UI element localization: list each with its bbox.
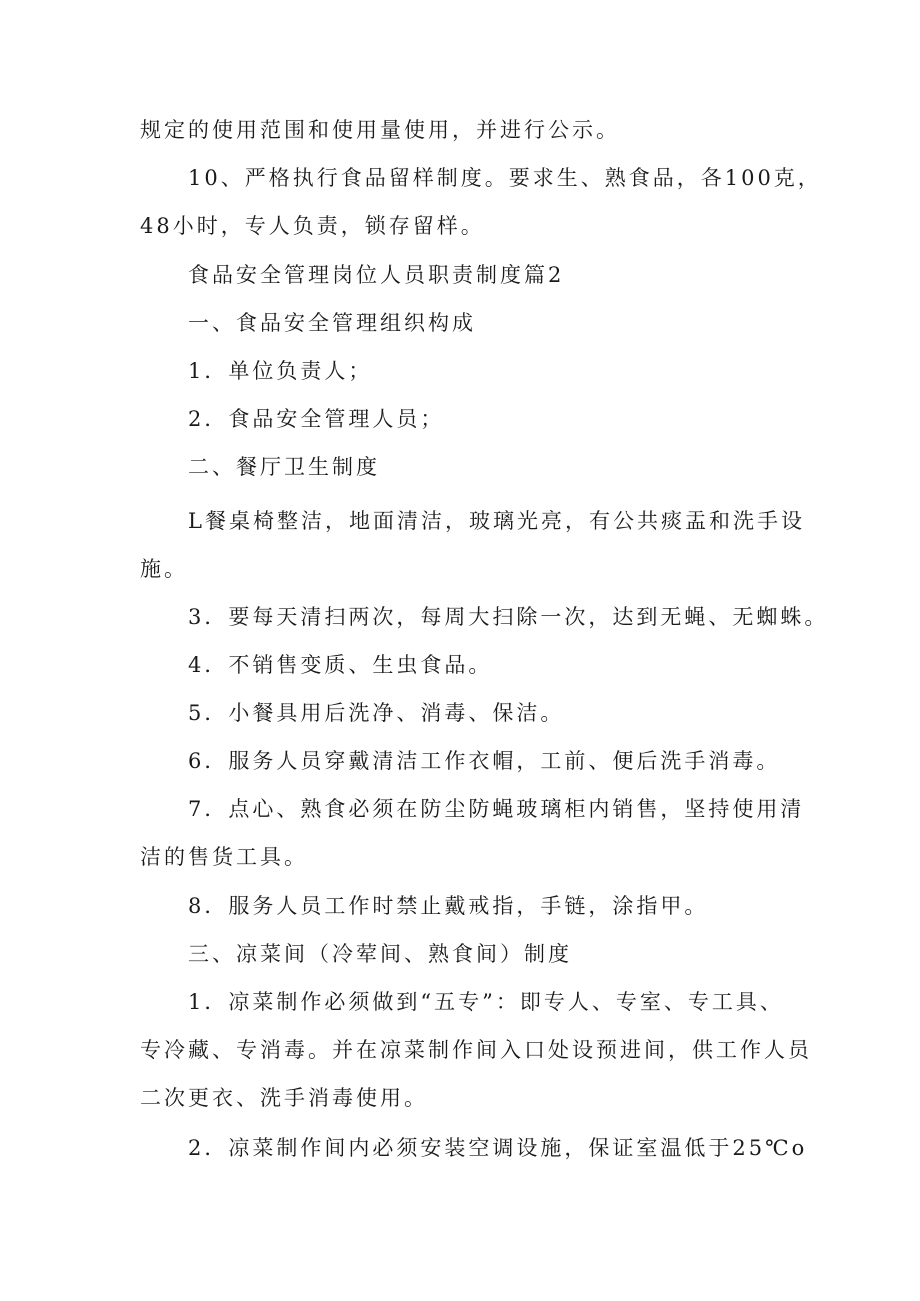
- list-item: 8．服务人员工作时禁止戴戒指，手链，涂指甲。: [188, 894, 709, 918]
- text-line: 二次更衣、洗手消毒使用。: [140, 1086, 428, 1110]
- list-item: 2．食品安全管理人员；: [188, 407, 445, 431]
- text-line: 施。: [140, 557, 188, 581]
- list-item: 2．凉菜制作间内必须安装空调设施，保证室温低于25℃o: [188, 1136, 808, 1160]
- list-item: 1．单位负责人；: [188, 359, 373, 383]
- list-item: 3．要每天清扫两次，每周大扫除一次，达到无蝇、无蜘蛛。: [188, 605, 829, 629]
- list-item: 4．不销售变质、生虫食品。: [188, 653, 493, 677]
- text-line: 专冷藏、专消毒。并在凉菜制作间入口处设预进间，供工作人员: [140, 1038, 812, 1062]
- section-heading: 一、食品安全管理组织构成: [188, 311, 476, 335]
- text-line: 规定的使用范围和使用量使用，并进行公示。: [140, 118, 620, 142]
- list-item: 5．小餐具用后洗净、消毒、保洁。: [188, 701, 565, 725]
- list-item: 1．凉菜制作必须做到“五专”：即专人、专室、专工具、: [188, 990, 784, 1014]
- text-line: 10、严格执行食品留样制度。要求生、熟食品，各100克，: [188, 166, 822, 190]
- section-title: 食品安全管理岗位人员职责制度篇2: [188, 263, 565, 287]
- text-line: 洁的售货工具。: [140, 845, 308, 869]
- list-item: L餐桌椅整洁，地面清洁，玻璃光亮，有公共痰盂和洗手设: [188, 509, 805, 533]
- list-item: 7．点心、熟食必须在防尘防蝇玻璃柜内销售，坚持使用清: [188, 797, 805, 821]
- section-heading: 三、凉菜间（冷荤间、熟食间）制度: [188, 942, 572, 966]
- section-heading: 二、餐厅卫生制度: [188, 455, 380, 479]
- text-line: 48小时，专人负责，锁存留样。: [140, 214, 485, 238]
- list-item: 6．服务人员穿戴清洁工作衣帽，工前、便后洗手消毒。: [188, 749, 781, 773]
